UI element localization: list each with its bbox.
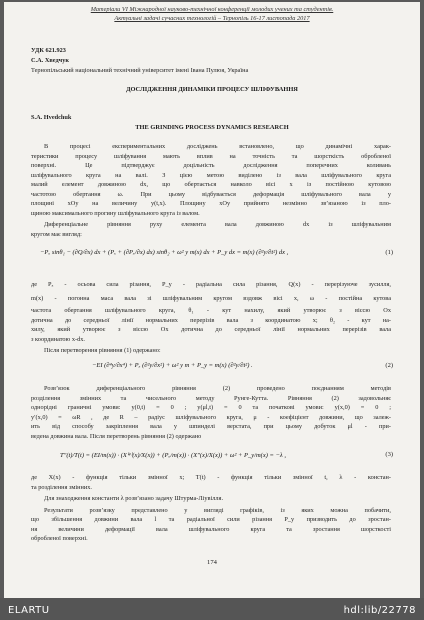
para1-line: частотою обертання ω. При цьому відбувається деформація шліфувального вала у xyxy=(31,190,391,198)
para5-line: Розв’язок диференціального рівняння (2) проведено поєднанням методів xyxy=(44,385,391,392)
footer-right-handle: hdl:lib/22778 xyxy=(343,605,416,616)
para3-line: частота обертання шліфувального круга, θ₁ - кут нахилу, який утворює з віссю Ox xyxy=(31,307,391,314)
para2-line: Диференціальне рівняння руху елемента вала довжиною dx із шліфувальним xyxy=(44,221,391,228)
para1-line: щиною максимального прогину шліфувального круга із валом. xyxy=(31,209,200,217)
para6-line: де X(x) - функція тільки змінної x; T(t) - функція тільки змінної t, λ - констан- xyxy=(31,474,391,481)
para1-line: площині xOy на величину y(t,x). Площину xOy прийнято незмінно зв’язаною із пло- xyxy=(31,200,391,207)
para3-line: m(x) - погонна маса вала зі шліфувальним кругом вздовж вісі x, ω - постійна кутова xyxy=(31,295,391,302)
equation-2: −EI (∂⁴y/∂x⁴) + Pₓ (∂²y/∂x²) + ω² y m + P_y = m(x) (∂²y/∂t²) . xyxy=(92,362,253,369)
para4-line: Після перетворення рівняння (1) одержано: xyxy=(44,347,161,354)
para5-line: ить від способу закріплення вала у шпинделі верстата, при цьому добуток μl - при- xyxy=(31,423,391,430)
para5-line: y′(x,0) = ωR , де R – радіус шліфувального круга, μ - коефіцієнт довжини, що залеж- xyxy=(31,413,391,421)
para3-line: де Pₓ - осьова сила різання, P_y - радіальна сила різання, Q(x) - перерізуюче зусилля, xyxy=(31,281,391,288)
udc-code: УДК 621.923 xyxy=(31,47,66,54)
paper-page xyxy=(4,2,420,598)
para5-line: однорідні граничні умови: y(0,t) = 0 ; y(μl,t) = 0 та початкові умови: y(x,0) = 0 ; xyxy=(31,404,391,411)
para8-line: обробленої поверхні. xyxy=(31,535,88,542)
para8-line: що збільшення довжини вала l та радіальної сили різання P_y призводить до зростан- xyxy=(31,516,391,523)
para1-line: В процесі експериментальних досліджень встановлено, що динамічні харак- xyxy=(44,143,391,150)
para2-line: кругом має вигляд: xyxy=(31,230,82,238)
para8-line: Результати розв’язку представлено у вигляді графіків, із яких можна побачити, xyxy=(44,506,391,514)
para1-line: теристики процесу шліфування мають вплив на точність та шорсткість обробленої xyxy=(31,152,391,160)
para3-line: хилу, який утворює з віссю Ox дотична до середньої лінії нормальних перерізів вала xyxy=(31,326,391,333)
para5-line: ведена довжина вала. Після перетворень рівняння (2) одержано xyxy=(31,432,202,440)
equation-1: −Pₓ sinθ₁ − (∂Q/∂x) dx + (Pₓ + (∂Pₓ/∂x) dx) sinθ₂ + ω² y m(x) dx + P_y dx = m(x) (∂²y/∂t²) dx , xyxy=(40,249,289,256)
equation-3: T″(t)/T(t) = (EI/m(x)) · (X⁽⁴⁾(x)/X(x)) + (Pₓ/m(x)) · (X″(x)/X(x)) + ω² + P_y/m(x) = −λ , xyxy=(60,452,286,459)
author-ua: С.А. Хведчук xyxy=(31,57,69,64)
running-header-line1: Матеріали VI Міжнародної науково-технічної конференції молодих учених та студентів. xyxy=(90,6,334,13)
para3-line: дотична до середньої лінії нормальних перерізів вала з координатою x; θ₂ - кут на- xyxy=(31,316,391,324)
para7-line: Для знаходження константи λ розв’язано задачу Штурма-Ліувілля. xyxy=(44,495,224,502)
para1-line: шліфувального круга на валі. З цією метою виділено із вала шліфувального круга xyxy=(31,171,391,179)
footer-left-label: ELARTU xyxy=(8,605,50,616)
equation-3-number: (3) xyxy=(385,451,393,458)
para1-line: поверхні. Це підтверджує доцільність дослідження поперечних коливань xyxy=(31,162,391,169)
para6-line: та розділення змінних. xyxy=(31,483,92,491)
para8-line: ня величини деформації вала шліфувального круга та зростання шорсткості xyxy=(31,525,391,533)
title-ua: ДОСЛІДЖЕННЯ ДИНАМІКИ ПРОЦЕСУ ШЛІФУВАННЯ xyxy=(126,86,298,93)
author-en: S.A. Hvedchuk xyxy=(31,114,72,121)
title-en: THE GRINDING PROCESS DYNAMICS RESEARCH xyxy=(135,124,289,131)
equation-1-number: (1) xyxy=(385,249,393,256)
equation-2-number: (2) xyxy=(385,362,393,369)
para1-line: малий елемент довжиною dx, що обертається навколо вісі x із постійною кутовою xyxy=(31,181,391,188)
running-header-line2: Актуальні задачі сучасних технологій – Тернопіль 16-17 листопада 2017 xyxy=(114,15,310,22)
affiliation: Тернопільський національний технічний університет імені Івана Пулюя, Україна xyxy=(31,67,249,74)
para5-line: розділення змінних та чисельного методу Рунге-Кутта. Рівняння (2) задовольняє xyxy=(31,394,391,402)
para3-line: з координатою x-dx. xyxy=(31,335,85,343)
page-number: 174 xyxy=(207,559,217,566)
